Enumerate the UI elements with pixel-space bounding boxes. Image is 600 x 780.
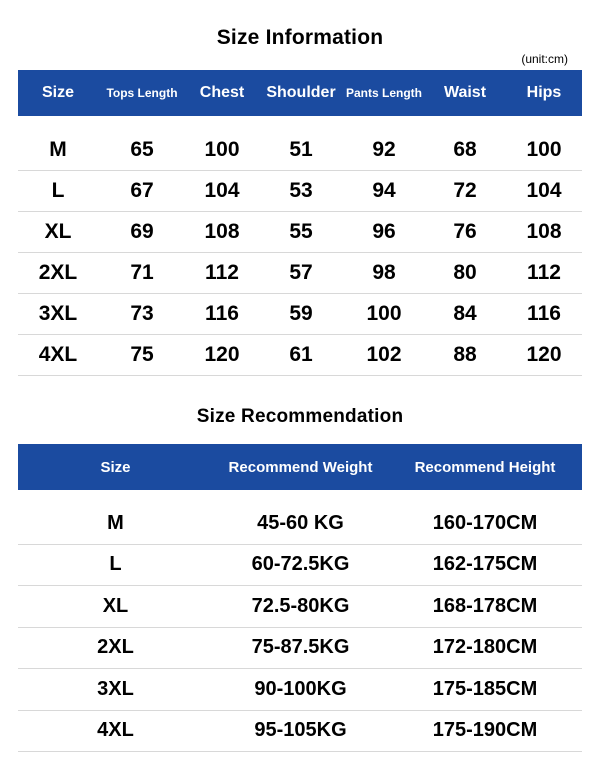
table-row [18,669,582,711]
weight-cell: 75-87.5KG [251,636,350,659]
shoulder-cell: 53 [289,179,313,202]
table-row [18,628,582,670]
pants-length-cell: 100 [366,302,402,325]
weight-cell: 95-105KG [254,719,347,742]
size-recommendation-title: Size Recommendation [196,406,404,427]
size-cell: 3XL [38,302,78,325]
height-cell: 162-175CM [432,553,538,576]
hips-cell: 104 [526,179,562,202]
pants-length-cell: 92 [372,138,396,161]
size-cell: 3XL [97,677,134,700]
waist-cell: 88 [453,343,477,366]
waist-cell: 68 [453,138,477,161]
weight-cell: 90-100KG [254,677,347,700]
weight-cell: 45-60 KG [257,511,344,534]
header-recommend-weight: Recommend Weight [228,458,373,476]
table-row [18,253,582,294]
size-cell: M [49,138,67,161]
size-information-title: Size Information [216,26,384,49]
size-recommendation-header [18,444,582,490]
size-cell: XL [44,220,72,243]
pants-length-cell: 102 [366,343,402,366]
size-cell: L [51,179,65,202]
unit-label: (unit:cm) [521,52,568,66]
pants-length-cell: 96 [372,220,396,243]
weight-cell: 72.5-80KG [251,594,350,617]
tops-length-cell: 67 [130,179,154,202]
waist-cell: 80 [453,261,477,284]
size-recommendation-rows [18,503,582,752]
size-cell: 2XL [38,261,78,284]
table-row [18,212,582,253]
tops-length-cell: 71 [130,261,154,284]
shoulder-cell: 57 [289,261,313,284]
height-cell: 168-178CM [432,594,538,617]
tops-length-cell: 65 [130,138,154,161]
size-cell: 4XL [97,719,134,742]
table-row [18,130,582,171]
shoulder-cell: 51 [289,138,313,161]
size-cell: 2XL [97,636,134,659]
chest-cell: 116 [205,302,239,325]
header-waist: Waist [443,84,487,101]
waist-cell: 84 [453,302,477,325]
header-shoulder: Shoulder [266,84,336,101]
table-row [18,586,582,628]
shoulder-cell: 61 [289,343,313,366]
height-cell: 172-180CM [432,636,538,659]
size-information-rows [18,130,582,376]
header-recommend-height: Recommend Height [414,458,556,476]
height-cell: 175-190CM [432,719,538,742]
waist-cell: 72 [453,179,477,202]
header-size: Size [100,458,131,476]
chest-cell: 112 [205,261,239,284]
chest-cell: 108 [204,220,240,243]
table-row [18,294,582,335]
size-cell: XL [102,594,129,617]
size-cell: M [107,511,124,534]
header-tops-length: Tops Length [106,86,178,100]
shoulder-cell: 59 [289,302,313,325]
chest-cell: 120 [204,343,240,366]
size-cell: 4XL [38,343,78,366]
tops-length-cell: 73 [130,302,154,325]
table-row [18,503,582,545]
pants-length-cell: 98 [372,261,396,284]
header-chest: Chest [199,84,245,101]
tops-length-cell: 69 [130,220,154,243]
table-row [18,171,582,212]
table-row [18,711,582,753]
chest-cell: 104 [204,179,240,202]
hips-cell: 100 [526,138,562,161]
hips-cell: 120 [526,343,562,366]
height-cell: 160-170CM [432,511,538,534]
hips-cell: 116 [527,302,561,325]
size-cell: L [109,553,122,576]
hips-cell: 108 [526,220,562,243]
table-row [18,335,582,376]
shoulder-cell: 55 [289,220,313,243]
hips-cell: 112 [527,261,561,284]
weight-cell: 60-72.5KG [251,553,350,576]
header-pants-length: Pants Length [345,86,422,100]
waist-cell: 76 [453,220,477,243]
height-cell: 175-185CM [432,677,538,700]
header-hips: Hips [526,84,562,101]
chest-cell: 100 [204,138,240,161]
pants-length-cell: 94 [372,179,396,202]
header-size: Size [41,84,74,101]
size-information-header [18,70,582,116]
tops-length-cell: 75 [130,343,154,366]
table-row [18,545,582,587]
